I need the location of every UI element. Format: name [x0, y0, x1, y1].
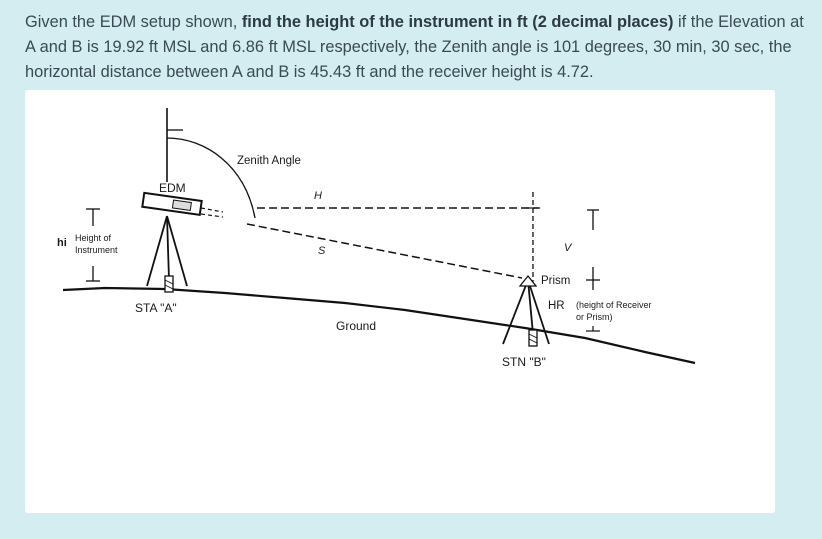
edm-instrument [142, 193, 201, 215]
hi-label: hi [57, 237, 67, 249]
zenith-angle-label: Zenith Angle [237, 155, 301, 167]
figure-card [25, 90, 775, 513]
stn-b-label: STN "B" [502, 355, 546, 369]
question-part1: Given the EDM setup shown, [25, 13, 242, 31]
ground-label: Ground [336, 319, 377, 333]
hr-label: HR [548, 300, 565, 312]
hr-description-line1: (height of Receiver [576, 300, 652, 310]
edm-dash-1 [201, 208, 223, 212]
h-label: H [314, 190, 322, 202]
edm-label: EDM [159, 181, 186, 195]
station-a-marker [165, 276, 173, 292]
station-b-marker [529, 330, 537, 346]
slope-distance-line [247, 224, 522, 278]
height-of-instrument-line1: Height of [75, 233, 112, 243]
s-label: S [318, 245, 326, 257]
hr-description-line2: or Prism) [576, 312, 613, 322]
v-label: V [564, 242, 572, 254]
edm-diagram [25, 90, 775, 513]
question-part2: if the Elevation at A and B is 19.92 ft MSL and 6.86 ft MSL respectively, the Zenith angle is 101 degrees, 30 min, 30 sec, the horizontal distance between A and B is 45.43 ft and the receiver height is 4.72. [25, 13, 804, 81]
prism-dimension [586, 267, 600, 290]
tripod-b [503, 280, 549, 344]
edm-dash-2 [201, 214, 223, 217]
prism-label: Prism [541, 275, 571, 287]
question-emphasis: find the height of the instrument in ft (2 decimal places) [241, 13, 674, 31]
question-text [25, 10, 817, 85]
height-of-instrument-line2: Instrument [75, 245, 118, 255]
sta-a-label: STA "A" [135, 301, 177, 315]
v-dimension [587, 210, 599, 230]
